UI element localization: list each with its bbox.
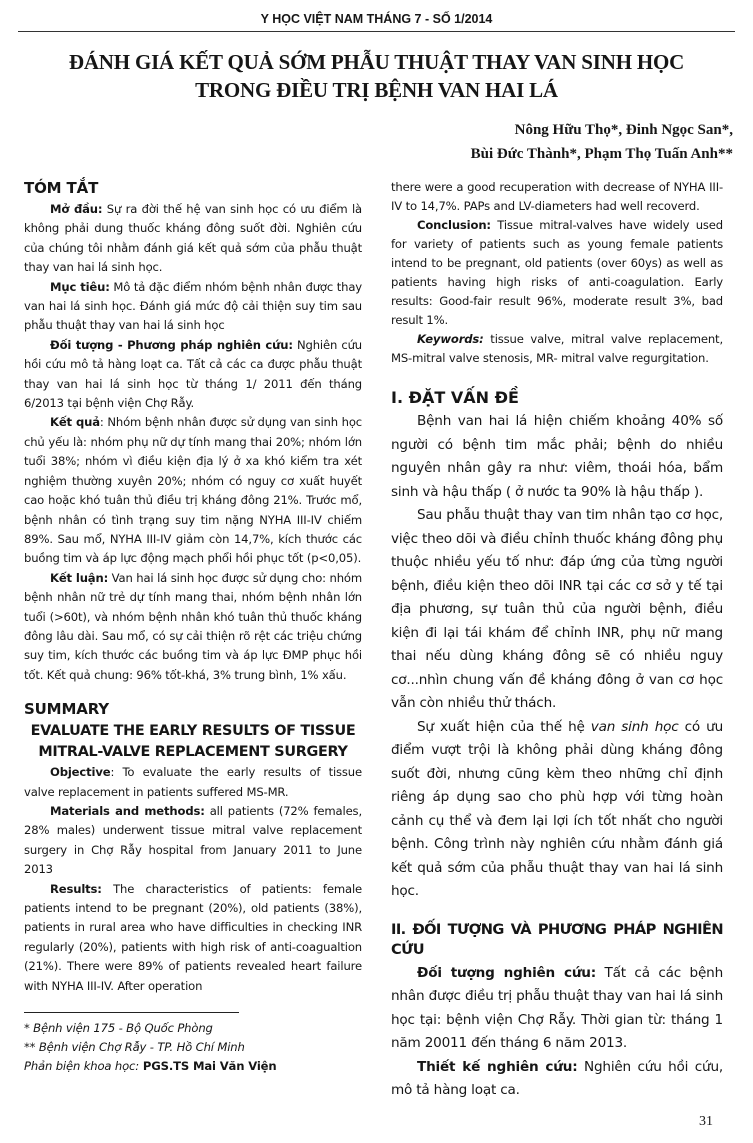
body-para: Bệnh van hai lá hiện chiếm khoảng 40% số người có bệnh tim mắc phải; bệnh do nhiều nguyên nhân gây ra như: viêm, thoái hóa, bẩm sinh và hậu thấp ( ở nước ta 90% là hậu thấp ).: [391, 413, 723, 500]
summary-continued: there were a good recuperation with decrease of NYHA III-IV to 14,7%. PAPs and LV-diameters had well recoverd.: [391, 180, 723, 213]
para-lead: Materials and methods:: [50, 803, 205, 818]
body-para: [391, 716, 723, 904]
para-lead: Mở đầu:: [50, 202, 103, 216]
body-para: [391, 962, 723, 1056]
keywords-para: [391, 330, 723, 368]
conclusion-para: [391, 216, 723, 330]
body-para: Sau phẫu thuật thay van tim nhân tạo cơ học, việc theo dõi và điều chỉnh thuốc kháng đông phụ thuộc nhiều yếu tố như: đáp ứng của từng người bệnh, điều kiện theo dõi INR tại các cơ sở y tế tại địa phương, sự tuân thủ của người bệnh, điều kiện đi lại tái khám để chỉnh INR, phụ nữ mang thai nếu dùng kháng đông sẽ có nhiều nguy cơ...nhìn chung vấn đề kháng đông ở van cơ học vẫn còn nhiều thử thách.: [391, 507, 723, 711]
para-lead: Kết quả: [50, 415, 100, 430]
section2-heading: II. ĐỐI TƯỢNG VÀ PHƯƠNG PHÁP NGHIÊN CỨU: [391, 920, 723, 958]
para-lead: Conclusion:: [417, 218, 491, 232]
title-line: TRONG ĐIỀU TRỊ BỆNH VAN HAI LÁ: [195, 78, 558, 102]
two-column-body: [18, 178, 735, 1103]
left-column: [24, 178, 362, 1103]
footnote: ** Bệnh viện Chợ Rẫy - TP. Hồ Chí Minh: [24, 1040, 245, 1055]
para-text: Nghiên cứu hồi cứu mô tả hàng loạt ca. Tất cả các ca được phẫu thuật thay van hai lá sinh học từ tháng 1/ 2011 đến tháng 6/2013 tại bệnh viện Chợ Rẫy.: [24, 337, 363, 411]
para-text: Sự ra đời thế hệ van sinh học có ưu điểm là không phải dung thuốc kháng đông suốt đời. Nghiên cứu của chúng tôi nhằm đánh giá kết quả sớm của phẫu thuật thay van hai lá sinh học.: [24, 202, 362, 275]
para-text: có ưu điểm vượt trội là không phải dùng kháng đông suốt đời, nhưng cũng kèm theo những chỉ định riêng áp dụng sao cho phù hợp với từng hoàn cảnh cụ thể và đem lại lợi ích tốt nhất cho người bệnh. Công trình này nghiên cứu nhằm đánh giá kết quả sớm của phẫu thuật thay van hai lá sinh học.: [391, 718, 723, 899]
abstract-para: [24, 278, 362, 336]
summary-para: [24, 763, 362, 802]
para-lead: Thiết kế nghiên cứu:: [417, 1058, 578, 1075]
abstract-para: [24, 200, 362, 278]
summary-para: [24, 802, 362, 880]
section2-body: [391, 962, 723, 1103]
abstract-para: [24, 569, 362, 685]
para-text: The characteristics of patients: female patients intend to be pregnant (20%), old patients (38%), patients in rural area who have difficulties in checking INR regularly (20%), patients with high risk of anti-coagualtion (21%). There were 89% of patients revealed heart failure with NYHA III-IV. After operation: [24, 881, 362, 993]
para-lead: Đối tượng nghiên cứu:: [417, 964, 597, 981]
para-text: Van hai lá sinh học được sử dụng cho: nhóm bệnh nhân nữ trẻ dự tính mang thai, nhóm bệnh nhân lớn tuổi (>60t), và nhóm bệnh nhân khó tuân thủ thuốc kháng đông lâu dài. Sau mổ, có sự cải thiện rõ rệt các triệu chứng suy tim, kích thước các buồng tim và áp lực ĐMP phục hồi tốt. Kết quả chung: 96% tốt-khá, 3% trung bình, 1% xấu.: [24, 570, 362, 682]
page-number: 31: [699, 1113, 713, 1129]
para-lead: Objective: [50, 765, 111, 780]
reviewer-name: PGS.TS Mai Văn Viện: [139, 1059, 277, 1074]
footnote: [24, 1057, 362, 1076]
footnotes: [24, 1019, 362, 1076]
footnote-rule: [24, 1012, 239, 1013]
summary-title-line: EVALUATE THE EARLY RESULTS OF TISSUE: [30, 723, 356, 740]
footnote: * Bệnh viện 175 - Bộ Quốc Phòng: [24, 1021, 213, 1036]
authors-line: Bùi Đức Thành*, Phạm Thọ Tuấn Anh**: [470, 146, 733, 162]
para-lead: Mục tiêu:: [50, 279, 110, 294]
summary-title-line: MITRAL-VALVE REPLACEMENT SURGERY: [38, 744, 348, 761]
para-lead: Results:: [50, 881, 102, 896]
para-lead: Keywords:: [417, 332, 484, 346]
para-text: Tất cả các bệnh nhân được điều trị phẫu thuật thay van hai lá sinh học tại: bệnh viện Chợ Rẫy. Thời gian từ: tháng 1 năm 20011 đến tháng 6 năm 2013.: [391, 964, 723, 1051]
para-text: all patients (72% females, 28% males) underwent tissue mitral valve replacement surgery in Chợ Rẫy hospital from January 2011 to June 2013: [24, 803, 362, 877]
para-text: : To evaluate the early results of tissue valve replacement in patients suffered MS-MR.: [24, 765, 362, 799]
abstract-para: [24, 336, 362, 414]
header-rule: [18, 31, 735, 32]
body-para: [391, 1056, 723, 1103]
summary-para: [24, 880, 362, 996]
running-header: Y HỌC VIỆT NAM THÁNG 7 - SỐ 1/2014: [260, 12, 493, 26]
right-column: [391, 178, 723, 1103]
para-text: Sự xuất hiện của thế hệ: [417, 718, 591, 735]
article-title: [18, 48, 735, 104]
summary-heading: SUMMARY: [24, 700, 109, 719]
title-line: ĐÁNH GIÁ KẾT QUẢ SỚM PHẪU THUẬT THAY VAN SINH HỌC: [68, 50, 685, 74]
tomtat-heading: TÓM TẮT: [24, 179, 99, 197]
para-text: Mô tả đặc điểm nhóm bệnh nhân được thay van hai lá sinh học. Đánh giá mức độ cải thiện suy tim sau phẫu thuật thay van hai lá sinh học: [24, 279, 363, 333]
abstract-para: [24, 413, 362, 568]
summary-title: [24, 721, 362, 763]
para-text: tissue valve, mitral valve replacement, MS-mitral valve stenosis, MR- mitral valve regurgitation.: [391, 332, 723, 365]
authors: [18, 118, 735, 166]
para-emphasis: van sinh học: [590, 718, 679, 735]
footnote-lead: Phản biện khoa học:: [24, 1059, 140, 1074]
para-text: Tissue mitral-valves have widely used for variety of patients such as young female patients intend to be pregnant, old patients (over 60ys) as well as patients having high risks of anti-coagulation. Early results: Good-fair result 96%, moderate result 3%, bad result 1%.: [391, 218, 723, 327]
summary-continuation: [391, 178, 723, 368]
para-lead: Đối tượng - Phương pháp nghiên cứu:: [50, 337, 293, 352]
section1-heading: I. ĐẶT VẤN ĐỀ: [391, 388, 519, 407]
para-text: Nghiên cứu hồi cứu, mô tả hàng loạt ca.: [391, 1058, 723, 1098]
section1-body: [391, 410, 723, 904]
authors-line: Nông Hữu Thọ*, Đinh Ngọc San*,: [514, 122, 733, 138]
para-text: : Nhóm bệnh nhân được sử dụng van sinh học chủ yếu là: nhóm phụ nữ dự tính mang thai 20%; nhóm lớn tuổi 38%; nhóm vì điều kiện địa lý ở xa khó kiểm tra xét nghiệm thường xuyên 20%; nhóm có nguy cơ xuất huyết cao hoặc khó tuân thủ điều trị kháng đông 21%. Trước mổ, bệnh nhân có tình trạng suy tim nặng NYHA III-IV chiếm 89%. Sau mổ, NYHA III-IV giảm còn 14,7%, kích thước các buồng tim và áp lực động mạch phổi hồi phục tốt (p<0,05).: [24, 415, 362, 566]
para-lead: Kết luận:: [50, 570, 109, 585]
